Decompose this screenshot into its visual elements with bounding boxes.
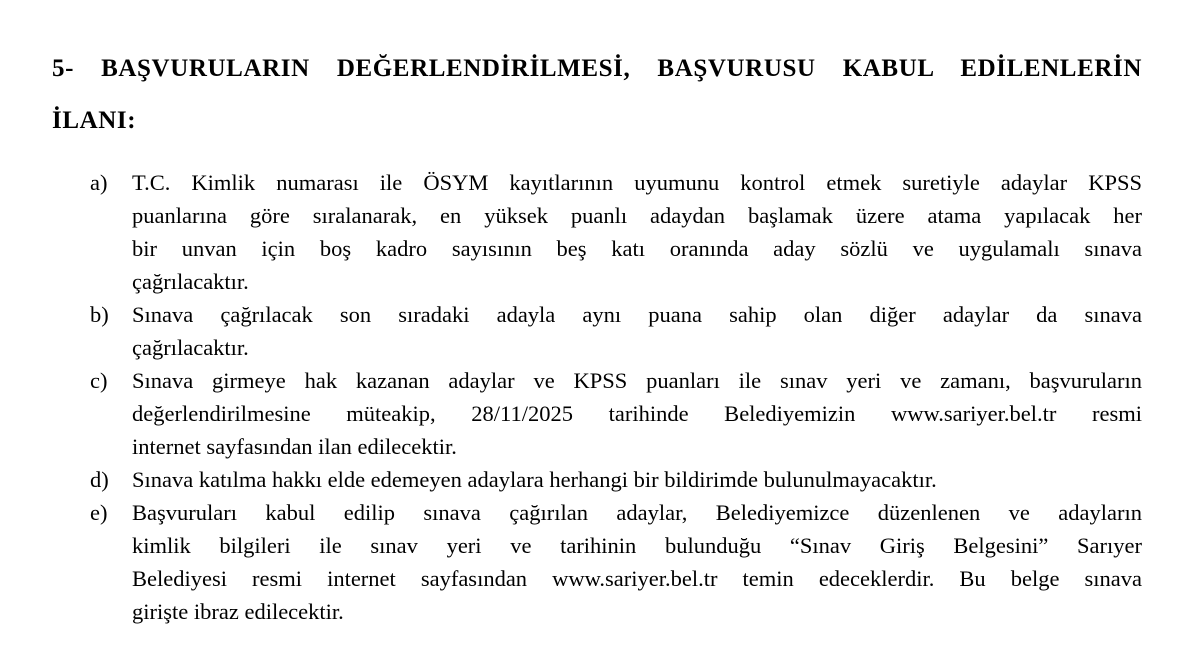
- list-item-line: bir unvan için boş kadro sayısının beş katı oranında aday sözlü ve uygulamalı sınava: [132, 236, 1142, 261]
- list-item-text: [132, 166, 1142, 298]
- announcement-list: [52, 166, 1142, 628]
- list-item-line: çağrılacaktır.: [132, 269, 249, 294]
- list-item-text: [132, 496, 1142, 628]
- section-heading-line-1: 5- BAŞVURULARIN DEĞERLENDİRİLMESİ, BAŞVURUSU KABUL EDİLENLERİN: [52, 55, 1142, 82]
- list-item-line: girişte ibraz edilecektir.: [132, 599, 344, 624]
- list-item: [52, 463, 1142, 496]
- list-item-line: puanlarına göre sıralanarak, en yüksek puanlı adaydan başlamak üzere atama yapılacak her: [132, 203, 1142, 228]
- list-item-line: değerlendirilmesine müteakip, 28/11/2025 tarihinde Belediyemizin www.sariyer.bel.tr resmi: [132, 401, 1142, 426]
- list-item-marker: a): [90, 170, 108, 195]
- list-item-line: Sınava girmeye hak kazanan adaylar ve KPSS puanları ile sınav yeri ve zamanı, başvuruların: [132, 368, 1142, 393]
- list-item-line: çağrılacaktır.: [132, 335, 249, 360]
- list-item-text: [132, 298, 1142, 364]
- list-item-line: Başvuruları kabul edilip sınava çağırılan adaylar, Belediyemizce düzenlenen ve adayların: [132, 500, 1142, 525]
- list-item-line: T.C. Kimlik numarası ile ÖSYM kayıtlarının uyumunu kontrol etmek suretiyle adaylar KPSS: [132, 170, 1142, 195]
- list-item-text: [132, 364, 1142, 463]
- list-item-line: kimlik bilgileri ile sınav yeri ve tarihinin bulunduğu “Sınav Giriş Belgesini” Sarıyer: [132, 533, 1142, 558]
- list-item: [52, 166, 1142, 298]
- list-item-line: internet sayfasından ilan edilecektir.: [132, 434, 457, 459]
- list-item-marker: b): [90, 302, 109, 327]
- list-item-marker: c): [90, 368, 108, 393]
- list-item-line: Belediyesi resmi internet sayfasından www.sariyer.bel.tr temin edeceklerdir. Bu belge sınava: [132, 566, 1142, 591]
- section-heading-line-2: İLANI:: [52, 107, 137, 134]
- list-item-text: [132, 463, 1142, 496]
- list-item: [52, 298, 1142, 364]
- list-item: [52, 364, 1142, 463]
- list-item-marker: e): [90, 500, 108, 525]
- list-item-line: Sınava çağrılacak son sıradaki adayla aynı puana sahip olan diğer adaylar da sınava: [132, 302, 1142, 327]
- list-item-marker: d): [90, 467, 109, 492]
- section-heading: [52, 52, 1142, 138]
- list-item-line: Sınava katılma hakkı elde edemeyen adaylara herhangi bir bildirimde bulunulmayacaktır.: [132, 467, 937, 492]
- list-item: [52, 496, 1142, 628]
